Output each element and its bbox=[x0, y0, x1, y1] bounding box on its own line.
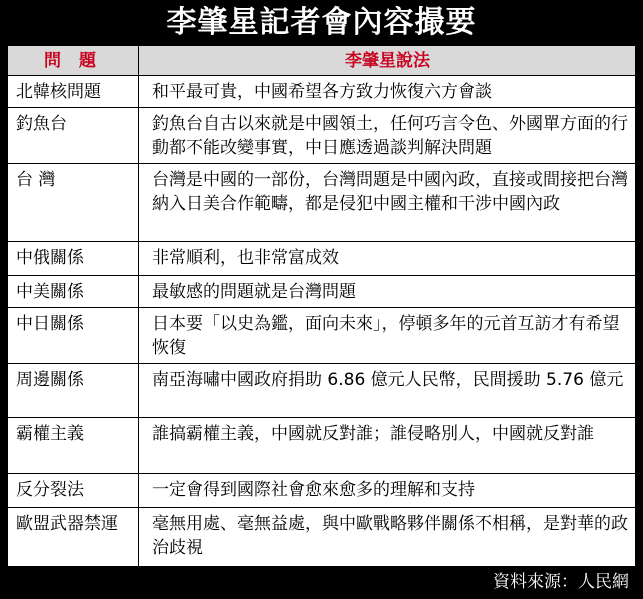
table-row bbox=[8, 76, 635, 108]
table-row bbox=[8, 418, 635, 474]
row-statement: 和平最可貴，中國希望各方致力恢復六方會談 bbox=[152, 82, 492, 102]
row-topic: 周邊關係 bbox=[8, 364, 139, 417]
row-topic: 霸權主義 bbox=[8, 418, 139, 473]
source-credit: 資料來源：人民網 bbox=[493, 572, 629, 592]
summary-table bbox=[6, 46, 637, 566]
page-title: 李肇星記者會內容撮要 bbox=[166, 5, 477, 40]
row-statement: 一定會得到國際社會愈來愈多的理解和支持 bbox=[152, 480, 475, 500]
row-statement: 台灣是中國的一部份，台灣問題是中國內政，直接或間接把台灣納入日美合作範疇，都是侵犯中國主權和干涉中國內政 bbox=[152, 170, 628, 214]
table-row bbox=[8, 108, 635, 164]
row-topic: 北韓核問題 bbox=[8, 76, 139, 107]
row-statement: 誰搞霸權主義，中國就反對誰；誰侵略別人，中國就反對誰 bbox=[152, 424, 594, 444]
row-topic: 釣魚台 bbox=[8, 108, 139, 163]
table-row bbox=[8, 308, 635, 364]
row-topic: 台 灣 bbox=[8, 164, 139, 241]
row-topic: 歐盟武器禁運 bbox=[8, 508, 139, 566]
row-statement: 日本要「以史為鑑，面向未來」，停頓多年的元首互訪才有希望恢復 bbox=[152, 314, 620, 358]
header-statement: 李肇星說法 bbox=[345, 51, 430, 71]
table-row bbox=[8, 364, 635, 418]
row-statement: 南亞海嘯中國政府捐助 6.86 億元人民幣，民間援助 5.76 億元 bbox=[152, 370, 624, 390]
row-statement: 毫無用處、毫無益處，與中歐戰略夥伴關係不相稱，是對華的政治歧視 bbox=[152, 514, 628, 558]
table-row bbox=[8, 508, 635, 566]
table-row bbox=[8, 276, 635, 308]
row-statement: 非常順利，也非常富成效 bbox=[152, 248, 339, 268]
header-topic: 問 題 bbox=[8, 46, 139, 75]
table-row bbox=[8, 242, 635, 276]
row-statement: 釣魚台自古以來就是中國領土，任何巧言令色、外國單方面的行動都不能改變事實，中日應透過談判解決問題 bbox=[152, 114, 628, 158]
table-row bbox=[8, 164, 635, 242]
row-topic: 反分裂法 bbox=[8, 474, 139, 507]
row-topic: 中日關係 bbox=[8, 308, 139, 363]
row-statement: 最敏感的問題就是台灣問題 bbox=[152, 282, 356, 302]
table-header-row bbox=[8, 46, 635, 76]
table-row bbox=[8, 474, 635, 508]
row-topic: 中俄關係 bbox=[8, 242, 139, 275]
row-topic: 中美關係 bbox=[8, 276, 139, 307]
